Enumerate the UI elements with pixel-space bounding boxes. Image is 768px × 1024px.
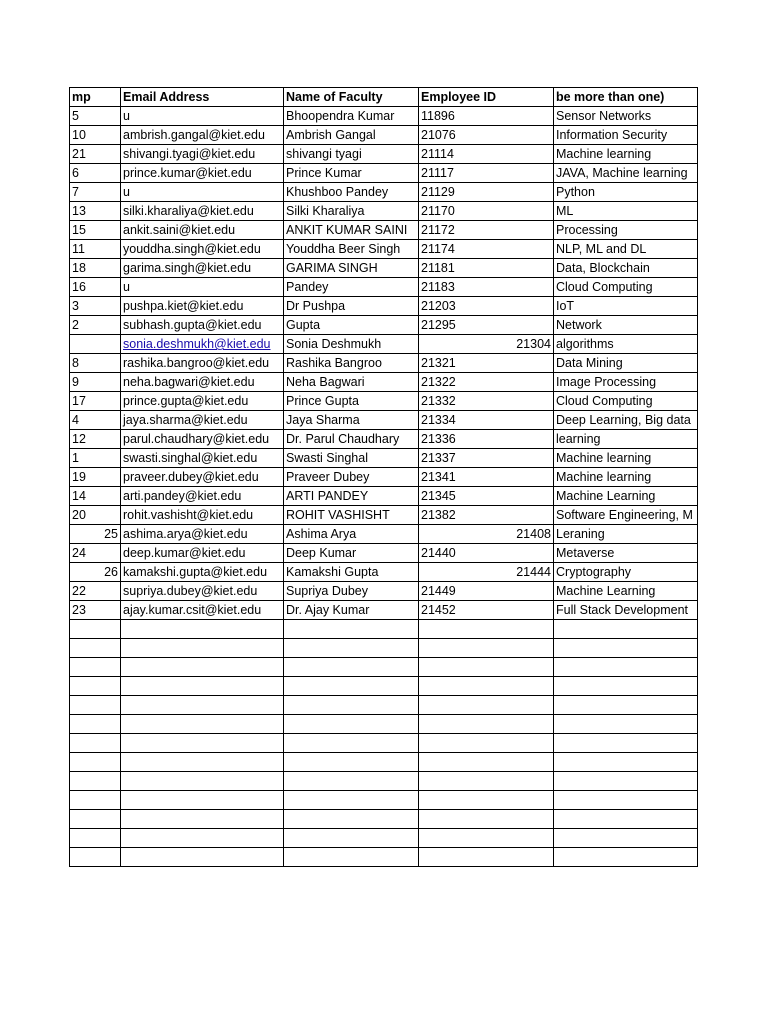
empty-row [70,658,698,677]
empty-cell[interactable] [70,848,121,867]
cell-serial[interactable]: 14 [70,487,121,506]
cell-name[interactable]: Gupta [284,316,419,335]
cell-name[interactable]: Pandey [284,278,419,297]
cell-name[interactable]: Khushboo Pandey [284,183,419,202]
cell-employee-id[interactable]: 11896 [419,107,554,126]
header-cell-name[interactable]: Name of Faculty [284,88,419,107]
empty-row [70,620,698,639]
cell-email[interactable]: prince.gupta@kiet.edu [121,392,284,411]
table-row [70,107,698,126]
cell-employee-id[interactable]: 21336 [419,430,554,449]
cell-email[interactable]: deep.kumar@kiet.edu [121,544,284,563]
cell-area[interactable]: learning [554,430,698,449]
empty-cell[interactable] [554,677,698,696]
empty-row [70,791,698,810]
table-row [70,126,698,145]
table-row [70,544,698,563]
empty-cell[interactable] [70,639,121,658]
cell-name[interactable]: Swasti Singhal [284,449,419,468]
cell-email[interactable]: rohit.vashisht@kiet.edu [121,506,284,525]
cell-email[interactable]: ajay.kumar.csit@kiet.edu [121,601,284,620]
cell-area[interactable]: JAVA, Machine learning [554,164,698,183]
empty-cell[interactable] [284,734,419,753]
empty-cell[interactable] [70,696,121,715]
table-row [70,487,698,506]
header-cell-employee-id[interactable]: Employee ID [419,88,554,107]
cell-area[interactable]: Software Engineering, M [554,506,698,525]
cell-serial[interactable]: 3 [70,297,121,316]
empty-cell[interactable] [70,658,121,677]
cell-area[interactable]: Metaverse [554,544,698,563]
empty-cell[interactable] [121,696,284,715]
cell-area[interactable]: Cloud Computing [554,278,698,297]
cell-area[interactable]: algorithms [554,335,698,354]
empty-cell[interactable] [419,772,554,791]
cell-serial[interactable]: 17 [70,392,121,411]
cell-email[interactable]: swasti.singhal@kiet.edu [121,449,284,468]
empty-cell[interactable] [554,639,698,658]
cell-name[interactable]: Praveer Dubey [284,468,419,487]
cell-name[interactable]: Prince Gupta [284,392,419,411]
cell-employee-id[interactable]: 21321 [419,354,554,373]
empty-cell[interactable] [419,658,554,677]
empty-cell[interactable] [554,734,698,753]
cell-area[interactable]: Processing [554,221,698,240]
empty-cell[interactable] [554,715,698,734]
table-row [70,411,698,430]
table-row [70,316,698,335]
cell-employee-id[interactable]: 21181 [419,259,554,278]
table-row [70,506,698,525]
cell-employee-id[interactable]: 21172 [419,221,554,240]
empty-cell[interactable] [121,715,284,734]
empty-cell[interactable] [70,829,121,848]
empty-cell[interactable] [70,810,121,829]
cell-area[interactable]: IoT [554,297,698,316]
cell-email[interactable]: kamakshi.gupta@kiet.edu [121,563,284,582]
cell-employee-id[interactable]: 21183 [419,278,554,297]
empty-cell[interactable] [284,715,419,734]
table-row [70,240,698,259]
empty-cell[interactable] [419,734,554,753]
cell-email[interactable]: parul.chaudhary@kiet.edu [121,430,284,449]
cell-email[interactable]: u [121,107,284,126]
empty-cell[interactable] [284,658,419,677]
cell-email[interactable]: supriya.dubey@kiet.edu [121,582,284,601]
cell-area[interactable]: Cloud Computing [554,392,698,411]
table-row [70,183,698,202]
cell-serial[interactable] [70,335,121,354]
empty-cell[interactable] [284,753,419,772]
header-cell-area-of-interest[interactable]: be more than one) [554,88,698,107]
empty-cell[interactable] [121,658,284,677]
cell-email[interactable]: rashika.bangroo@kiet.edu [121,354,284,373]
cell-serial[interactable]: 9 [70,373,121,392]
cell-serial[interactable]: 10 [70,126,121,145]
cell-employee-id[interactable]: 21444 [419,563,554,582]
empty-cell[interactable] [70,772,121,791]
cell-name[interactable]: Dr. Ajay Kumar [284,601,419,620]
cell-name[interactable]: Sonia Deshmukh [284,335,419,354]
empty-cell[interactable] [284,829,419,848]
empty-cell[interactable] [554,829,698,848]
cell-email[interactable]: neha.bagwari@kiet.edu [121,373,284,392]
cell-area[interactable]: Image Processing [554,373,698,392]
empty-cell[interactable] [121,753,284,772]
empty-cell[interactable] [284,810,419,829]
empty-cell[interactable] [284,620,419,639]
table-row [70,278,698,297]
empty-cell[interactable] [554,772,698,791]
cell-email[interactable]: pushpa.kiet@kiet.edu [121,297,284,316]
cell-name[interactable]: Silki Kharaliya [284,202,419,221]
sheet-body [70,88,698,867]
table-row [70,563,698,582]
empty-cell[interactable] [419,810,554,829]
empty-row [70,696,698,715]
cell-name[interactable]: ANKIT KUMAR SAINI [284,221,419,240]
empty-cell[interactable] [284,772,419,791]
header-cell-email[interactable]: Email Address [121,88,284,107]
cell-name[interactable]: Ambrish Gangal [284,126,419,145]
cell-email[interactable]: garima.singh@kiet.edu [121,259,284,278]
empty-cell[interactable] [419,639,554,658]
cell-name[interactable]: ROHIT VASHISHT [284,506,419,525]
empty-cell[interactable] [419,715,554,734]
cell-employee-id[interactable]: 21452 [419,601,554,620]
cell-area[interactable]: Cryptography [554,563,698,582]
empty-cell[interactable] [121,848,284,867]
cell-serial[interactable]: 2 [70,316,121,335]
cell-serial[interactable]: 18 [70,259,121,278]
empty-cell[interactable] [554,810,698,829]
empty-cell[interactable] [284,696,419,715]
cell-serial[interactable]: 20 [70,506,121,525]
cell-name[interactable]: Kamakshi Gupta [284,563,419,582]
table-row [70,297,698,316]
empty-cell[interactable] [554,696,698,715]
empty-cell[interactable] [121,772,284,791]
table-row [70,373,698,392]
empty-cell[interactable] [70,734,121,753]
empty-cell[interactable] [554,620,698,639]
empty-cell[interactable] [121,620,284,639]
table-row [70,335,698,354]
cell-email[interactable]: shivangi.tyagi@kiet.edu [121,145,284,164]
cell-name[interactable]: GARIMA SINGH [284,259,419,278]
empty-cell[interactable] [419,848,554,867]
cell-name[interactable]: Rashika Bangroo [284,354,419,373]
cell-email[interactable]: youddha.singh@kiet.edu [121,240,284,259]
cell-serial[interactable]: 13 [70,202,121,221]
cell-employee-id[interactable]: 21295 [419,316,554,335]
cell-email[interactable]: jaya.sharma@kiet.edu [121,411,284,430]
cell-name[interactable]: Supriya Dubey [284,582,419,601]
cell-serial[interactable]: 24 [70,544,121,563]
empty-cell[interactable] [419,696,554,715]
cell-area[interactable]: Machine Learning [554,582,698,601]
cell-serial[interactable]: 8 [70,354,121,373]
cell-area[interactable]: Data, Blockchain [554,259,698,278]
table-row [70,259,698,278]
table-row [70,202,698,221]
cell-serial[interactable]: 7 [70,183,121,202]
cell-name[interactable]: Ashima Arya [284,525,419,544]
cell-email[interactable]: subhash.gupta@kiet.edu [121,316,284,335]
cell-area[interactable]: Full Stack Development [554,601,698,620]
table-row [70,601,698,620]
empty-cell[interactable] [419,753,554,772]
empty-cell[interactable] [121,791,284,810]
empty-row [70,772,698,791]
empty-cell[interactable] [554,753,698,772]
cell-employee-id[interactable]: 21332 [419,392,554,411]
cell-email[interactable]: ankit.saini@kiet.edu [121,221,284,240]
table-row [70,468,698,487]
cell-employee-id[interactable]: 21440 [419,544,554,563]
empty-cell[interactable] [284,677,419,696]
cell-name[interactable]: Bhoopendra Kumar [284,107,419,126]
cell-area[interactable]: Machine learning [554,449,698,468]
empty-cell[interactable] [70,715,121,734]
cell-email[interactable]: sonia.deshmukh@kiet.edu [121,335,284,354]
empty-cell[interactable] [554,791,698,810]
cell-serial[interactable]: 26 [70,563,121,582]
cell-employee-id[interactable]: 21129 [419,183,554,202]
cell-name[interactable]: Deep Kumar [284,544,419,563]
cell-name[interactable]: ARTI PANDEY [284,487,419,506]
cell-area[interactable]: Information Security [554,126,698,145]
cell-area[interactable]: Machine Learning [554,487,698,506]
cell-name[interactable]: shivangi tyagi [284,145,419,164]
cell-employee-id[interactable]: 21341 [419,468,554,487]
faculty-spreadsheet [69,87,698,867]
empty-cell[interactable] [284,791,419,810]
empty-cell[interactable] [70,620,121,639]
cell-employee-id[interactable]: 21117 [419,164,554,183]
cell-serial[interactable]: 5 [70,107,121,126]
cell-area[interactable]: Leraning [554,525,698,544]
cell-area[interactable]: Machine learning [554,145,698,164]
cell-email[interactable]: praveer.dubey@kiet.edu [121,468,284,487]
cell-email[interactable]: ambrish.gangal@kiet.edu [121,126,284,145]
table-row [70,145,698,164]
empty-row [70,734,698,753]
cell-employee-id[interactable]: 21449 [419,582,554,601]
cell-area[interactable]: NLP, ML and DL [554,240,698,259]
cell-email[interactable]: ashima.arya@kiet.edu [121,525,284,544]
empty-cell[interactable] [284,848,419,867]
table-row [70,582,698,601]
cell-employee-id[interactable]: 21174 [419,240,554,259]
empty-row [70,848,698,867]
empty-cell[interactable] [554,658,698,677]
table-row [70,221,698,240]
cell-email[interactable]: arti.pandey@kiet.edu [121,487,284,506]
cell-area[interactable]: Deep Learning, Big data [554,411,698,430]
empty-cell[interactable] [70,753,121,772]
empty-row [70,829,698,848]
cell-employee-id[interactable]: 21337 [419,449,554,468]
empty-cell[interactable] [554,848,698,867]
cell-serial[interactable]: 19 [70,468,121,487]
cell-area[interactable]: Data Mining [554,354,698,373]
cell-email[interactable]: u [121,183,284,202]
cell-serial[interactable]: 12 [70,430,121,449]
empty-row [70,677,698,696]
empty-cell[interactable] [284,639,419,658]
cell-employee-id[interactable]: 21076 [419,126,554,145]
cell-serial[interactable]: 22 [70,582,121,601]
table-row [70,430,698,449]
table-row [70,354,698,373]
empty-cell[interactable] [121,734,284,753]
cell-serial[interactable]: 21 [70,145,121,164]
empty-cell[interactable] [419,620,554,639]
empty-cell[interactable] [121,810,284,829]
cell-employee-id[interactable]: 21382 [419,506,554,525]
cell-area[interactable]: Python [554,183,698,202]
table-row [70,525,698,544]
empty-row [70,810,698,829]
cell-employee-id[interactable]: 21345 [419,487,554,506]
cell-area[interactable]: Sensor Networks [554,107,698,126]
cell-serial[interactable]: 25 [70,525,121,544]
cell-employee-id[interactable]: 21304 [419,335,554,354]
empty-cell[interactable] [70,791,121,810]
empty-cell[interactable] [121,639,284,658]
cell-employee-id[interactable]: 21114 [419,145,554,164]
cell-serial[interactable]: 1 [70,449,121,468]
cell-email[interactable]: silki.kharaliya@kiet.edu [121,202,284,221]
cell-name[interactable]: Dr Pushpa [284,297,419,316]
cell-serial[interactable]: 15 [70,221,121,240]
cell-email[interactable]: prince.kumar@kiet.edu [121,164,284,183]
cell-serial[interactable]: 4 [70,411,121,430]
cell-employee-id[interactable]: 21408 [419,525,554,544]
empty-cell[interactable] [121,677,284,696]
header-row [70,88,698,107]
cell-name[interactable]: Youddha Beer Singh [284,240,419,259]
cell-name[interactable]: Neha Bagwari [284,373,419,392]
empty-row [70,715,698,734]
cell-name[interactable]: Prince Kumar [284,164,419,183]
empty-cell[interactable] [70,677,121,696]
empty-row [70,639,698,658]
cell-serial[interactable]: 11 [70,240,121,259]
table-row [70,392,698,411]
cell-serial[interactable]: 23 [70,601,121,620]
cell-employee-id[interactable]: 21322 [419,373,554,392]
cell-area[interactable]: ML [554,202,698,221]
empty-cell[interactable] [419,829,554,848]
cell-employee-id[interactable]: 21334 [419,411,554,430]
empty-cell[interactable] [419,677,554,696]
cell-employee-id[interactable]: 21203 [419,297,554,316]
cell-serial[interactable]: 16 [70,278,121,297]
table-row [70,449,698,468]
cell-name[interactable]: Jaya Sharma [284,411,419,430]
empty-row [70,753,698,772]
empty-cell[interactable] [419,791,554,810]
cell-employee-id[interactable]: 21170 [419,202,554,221]
cell-name[interactable]: Dr. Parul Chaudhary [284,430,419,449]
table-row [70,164,698,183]
cell-email[interactable]: u [121,278,284,297]
empty-cell[interactable] [121,829,284,848]
cell-area[interactable]: Machine learning [554,468,698,487]
cell-area[interactable]: Network [554,316,698,335]
header-cell-timestamp[interactable]: mp [70,88,121,107]
cell-serial[interactable]: 6 [70,164,121,183]
